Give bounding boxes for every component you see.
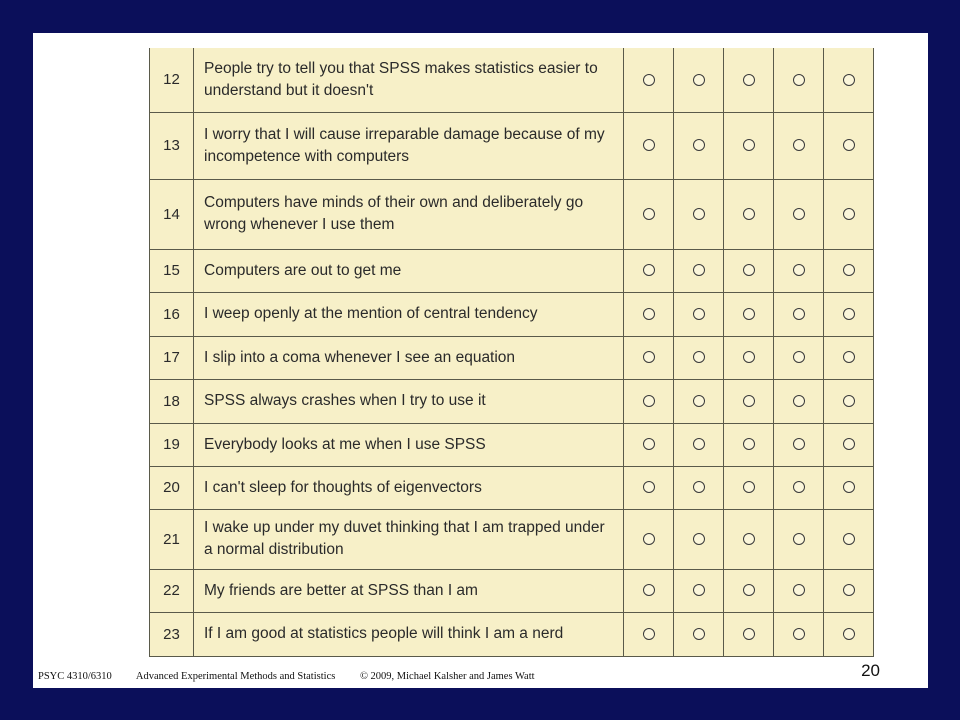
radio-button[interactable]: [743, 395, 755, 407]
radio-button[interactable]: [643, 208, 655, 220]
radio-button[interactable]: [843, 139, 855, 151]
radio-button[interactable]: [793, 74, 805, 86]
response-option-cell: [774, 466, 824, 509]
response-option-cell: [674, 336, 724, 379]
radio-button[interactable]: [843, 481, 855, 493]
radio-button[interactable]: [843, 533, 855, 545]
item-text: SPSS always crashes when I try to use it: [194, 379, 624, 423]
response-option-cell: [824, 569, 874, 612]
item-number: 23: [150, 612, 194, 656]
response-option-cell: [824, 423, 874, 466]
radio-button[interactable]: [843, 208, 855, 220]
radio-button[interactable]: [693, 74, 705, 86]
radio-button[interactable]: [743, 139, 755, 151]
questionnaire-row: [150, 48, 874, 112]
response-option-cell: [674, 379, 724, 423]
response-option-cell: [824, 179, 874, 249]
item-text: I worry that I will cause irreparable damage because of my incompetence with computers: [194, 112, 624, 179]
questionnaire-row: [150, 292, 874, 336]
response-option-cell: [774, 569, 824, 612]
response-option-cell: [774, 612, 824, 656]
response-option-cell: [774, 379, 824, 423]
radio-button[interactable]: [693, 395, 705, 407]
response-option-cell: [674, 292, 724, 336]
response-option-cell: [674, 466, 724, 509]
radio-button[interactable]: [743, 308, 755, 320]
response-option-cell: [824, 612, 874, 656]
response-option-cell: [724, 112, 774, 179]
radio-button[interactable]: [843, 584, 855, 596]
item-text: Everybody looks at me when I use SPSS: [194, 423, 624, 466]
response-option-cell: [674, 569, 724, 612]
questionnaire-row: [150, 509, 874, 569]
radio-button[interactable]: [693, 481, 705, 493]
response-option-cell: [774, 423, 824, 466]
response-option-cell: [674, 423, 724, 466]
radio-button[interactable]: [793, 533, 805, 545]
response-option-cell: [724, 292, 774, 336]
radio-button[interactable]: [743, 74, 755, 86]
item-number: 14: [150, 179, 194, 249]
radio-button[interactable]: [693, 208, 705, 220]
response-option-cell: [624, 112, 674, 179]
radio-button[interactable]: [693, 438, 705, 450]
radio-button[interactable]: [843, 395, 855, 407]
radio-button[interactable]: [643, 264, 655, 276]
response-option-cell: [624, 423, 674, 466]
response-option-cell: [724, 379, 774, 423]
response-option-cell: [624, 48, 674, 112]
response-option-cell: [724, 48, 774, 112]
questionnaire-row: [150, 112, 874, 179]
response-option-cell: [724, 569, 774, 612]
radio-button[interactable]: [793, 395, 805, 407]
response-option-cell: [724, 423, 774, 466]
radio-button[interactable]: [843, 308, 855, 320]
questionnaire-row: [150, 179, 874, 249]
radio-button[interactable]: [793, 208, 805, 220]
radio-button[interactable]: [793, 351, 805, 363]
radio-button[interactable]: [793, 438, 805, 450]
item-text: People try to tell you that SPSS makes statistics easier to understand but it doesn't: [194, 48, 624, 112]
response-option-cell: [674, 112, 724, 179]
response-option-cell: [674, 249, 724, 292]
response-option-cell: [774, 112, 824, 179]
radio-button[interactable]: [643, 74, 655, 86]
item-number: 16: [150, 292, 194, 336]
radio-button[interactable]: [693, 308, 705, 320]
questionnaire-row: [150, 612, 874, 656]
radio-button[interactable]: [843, 351, 855, 363]
radio-button[interactable]: [643, 628, 655, 640]
item-number: 22: [150, 569, 194, 612]
radio-button[interactable]: [693, 584, 705, 596]
response-option-cell: [724, 179, 774, 249]
radio-button[interactable]: [643, 481, 655, 493]
questionnaire-row: [150, 336, 874, 379]
radio-button[interactable]: [743, 264, 755, 276]
item-text: If I am good at statistics people will think I am a nerd: [194, 612, 624, 656]
item-number: 13: [150, 112, 194, 179]
radio-button[interactable]: [743, 351, 755, 363]
radio-button[interactable]: [843, 74, 855, 86]
item-number: 12: [150, 48, 194, 112]
radio-button[interactable]: [793, 481, 805, 493]
radio-button[interactable]: [793, 308, 805, 320]
response-option-cell: [824, 112, 874, 179]
response-option-cell: [774, 336, 824, 379]
radio-button[interactable]: [793, 264, 805, 276]
footer-copyright: © 2009, Michael Kalsher and James Watt: [359, 671, 535, 682]
item-number: 20: [150, 466, 194, 509]
radio-button[interactable]: [643, 351, 655, 363]
radio-button[interactable]: [643, 308, 655, 320]
response-option-cell: [774, 48, 824, 112]
response-option-cell: [624, 292, 674, 336]
response-option-cell: [724, 336, 774, 379]
questionnaire-row: [150, 569, 874, 612]
response-option-cell: [624, 509, 674, 569]
response-option-cell: [674, 612, 724, 656]
radio-button[interactable]: [743, 628, 755, 640]
item-text: I weep openly at the mention of central tendency: [194, 292, 624, 336]
response-option-cell: [624, 569, 674, 612]
response-option-cell: [774, 292, 824, 336]
response-option-cell: [774, 179, 824, 249]
item-number: 21: [150, 509, 194, 569]
response-option-cell: [824, 249, 874, 292]
radio-button[interactable]: [643, 438, 655, 450]
item-text: I wake up under my duvet thinking that I am trapped under a normal distribution: [194, 509, 624, 569]
radio-button[interactable]: [793, 139, 805, 151]
response-option-cell: [674, 48, 724, 112]
radio-button[interactable]: [793, 628, 805, 640]
questionnaire-row: [150, 379, 874, 423]
radio-button[interactable]: [693, 139, 705, 151]
questionnaire-row: [150, 466, 874, 509]
radio-button[interactable]: [693, 628, 705, 640]
radio-button[interactable]: [693, 351, 705, 363]
item-text: Computers are out to get me: [194, 249, 624, 292]
response-option-cell: [624, 179, 674, 249]
item-text: My friends are better at SPSS than I am: [194, 569, 624, 612]
footer-course: PSYC 4310/6310: [38, 671, 112, 682]
radio-button[interactable]: [743, 533, 755, 545]
response-option-cell: [824, 466, 874, 509]
radio-button[interactable]: [643, 395, 655, 407]
questionnaire-row: [150, 423, 874, 466]
response-option-cell: [774, 249, 824, 292]
response-option-cell: [624, 379, 674, 423]
footer-title: Advanced Experimental Methods and Statistics: [135, 671, 336, 682]
radio-button[interactable]: [693, 533, 705, 545]
radio-button[interactable]: [643, 533, 655, 545]
radio-button[interactable]: [743, 208, 755, 220]
item-number: 19: [150, 423, 194, 466]
response-option-cell: [824, 292, 874, 336]
response-option-cell: [624, 336, 674, 379]
questionnaire-row: [150, 249, 874, 292]
response-option-cell: [774, 509, 824, 569]
response-option-cell: [624, 612, 674, 656]
page-number: 20: [861, 661, 880, 680]
questionnaire-body: [150, 48, 874, 656]
item-text: Computers have minds of their own and deliberately go wrong whenever I use them: [194, 179, 624, 249]
radio-button[interactable]: [843, 438, 855, 450]
item-text: I slip into a coma whenever I see an equation: [194, 336, 624, 379]
response-option-cell: [724, 466, 774, 509]
response-option-cell: [824, 509, 874, 569]
questionnaire-table: [149, 48, 874, 657]
radio-button[interactable]: [843, 628, 855, 640]
response-option-cell: [724, 249, 774, 292]
response-option-cell: [724, 612, 774, 656]
radio-button[interactable]: [743, 481, 755, 493]
response-option-cell: [674, 509, 724, 569]
response-option-cell: [824, 48, 874, 112]
radio-button[interactable]: [643, 139, 655, 151]
response-option-cell: [674, 179, 724, 249]
item-number: 17: [150, 336, 194, 379]
response-option-cell: [824, 379, 874, 423]
radio-button[interactable]: [743, 584, 755, 596]
response-option-cell: [724, 509, 774, 569]
response-option-cell: [624, 249, 674, 292]
radio-button[interactable]: [643, 584, 655, 596]
slide: [33, 33, 928, 688]
radio-button[interactable]: [843, 264, 855, 276]
item-number: 18: [150, 379, 194, 423]
item-number: 15: [150, 249, 194, 292]
radio-button[interactable]: [693, 264, 705, 276]
response-option-cell: [624, 466, 674, 509]
response-option-cell: [824, 336, 874, 379]
slide-footer: [38, 671, 557, 682]
item-text: I can't sleep for thoughts of eigenvectors: [194, 466, 624, 509]
radio-button[interactable]: [743, 438, 755, 450]
radio-button[interactable]: [793, 584, 805, 596]
